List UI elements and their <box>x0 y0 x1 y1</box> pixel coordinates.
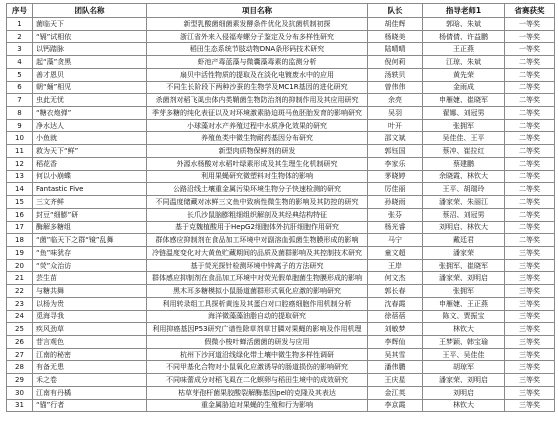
cell-project-name: 新型乳酸菌细菌素发酵条件优化及抗菌机制初探 <box>147 18 368 31</box>
cell-project-name: 公路沿线土壤重金属污染环境生物分子快速检测的研究 <box>147 183 368 196</box>
table-row <box>7 56 555 69</box>
cell-project-name: 利用转录组工具探析黄连及其蛋白对口腔癌细胞作用机制分析 <box>147 297 368 310</box>
cell-award: 二等奖 <box>505 56 555 69</box>
cell-advisor: 郭晗、朱斌 <box>423 18 505 31</box>
cell-index: 27 <box>7 348 33 361</box>
cell-project-name: 杀菌剂对稻飞虱虫体内类鞘菌生物防治剂的抑制作用及其应用研究 <box>147 94 368 107</box>
cell-advisor: 余晓霞、林钦大 <box>423 170 505 183</box>
cell-project-name: 浙江省外来入侵福寿螺分子鉴定及分布多样性研究 <box>147 30 368 43</box>
cell-team-leader: 王岸 <box>368 259 423 272</box>
cell-award: 二等奖 <box>505 221 555 234</box>
cell-award: 三等奖 <box>505 297 555 310</box>
cell-advisor: 江琼、朱斌 <box>423 56 505 69</box>
cell-team-name: 以钙踏脉 <box>33 43 147 56</box>
cell-advisor: 潘家荣 <box>423 246 505 259</box>
cell-advisor: 陈文、贾振宝 <box>423 310 505 323</box>
cell-team-name: 三文齐鲜 <box>33 196 147 209</box>
cell-team-name: 何以小崩蝶 <box>33 170 147 183</box>
cell-index: 16 <box>7 208 33 221</box>
cell-project-name: 新型肉质物保鲜剂的研发 <box>147 145 368 158</box>
cell-team-name: 虫此无忧 <box>33 94 147 107</box>
cell-advisor: 张拥军、崔晓军 <box>423 259 505 272</box>
cell-team-name: “糖衣炮弹” <box>33 107 147 120</box>
cell-index: 6 <box>7 81 33 94</box>
cell-project-name: 养殖鱼类中微生物耐药基因分布研究 <box>147 132 368 145</box>
cell-team-leader: 茅晓婷 <box>368 170 423 183</box>
table-row <box>7 297 555 310</box>
cell-team-name: “荧”众治访 <box>33 259 147 272</box>
cell-team-leader: 何文杰 <box>368 272 423 285</box>
cell-award: 二等奖 <box>505 208 555 221</box>
cell-advisor: 蔡沼、刘冠男 <box>423 208 505 221</box>
cell-project-name: 利用果蝇研究微塑料对生物体的影响 <box>147 170 368 183</box>
table-row <box>7 170 555 183</box>
cell-team-leader: 沈春霞 <box>368 297 423 310</box>
cell-team-leader: 邵文斌 <box>368 132 423 145</box>
cell-advisor: 王平、吴佳佳 <box>423 348 505 361</box>
cell-index: 3 <box>7 43 33 56</box>
cell-award: 三等奖 <box>505 272 555 285</box>
cell-advisor: 王平、胡瑞玲 <box>423 183 505 196</box>
table-row <box>7 183 555 196</box>
cell-team-name: 有备无患 <box>33 361 147 374</box>
table-row <box>7 43 555 56</box>
table-row <box>7 348 555 361</box>
cell-team-name: 以杨为贵 <box>33 297 147 310</box>
table-row <box>7 361 555 374</box>
cell-index: 8 <box>7 107 33 120</box>
cell-team-name: 救为天下“鲜” <box>33 145 147 158</box>
award-table <box>6 3 555 412</box>
cell-advisor: 戴廷君 <box>423 234 505 247</box>
cell-project-name: 基于克魏植酸用于HepG2细胞体外抗肝细胞作用研究 <box>147 221 368 234</box>
cell-index: 13 <box>7 170 33 183</box>
cell-project-name: 不同温度储藏对冰鲜三文鱼中致病性微生物的影响及其防控的研究 <box>147 196 368 209</box>
table-row <box>7 272 555 285</box>
table-row <box>7 285 555 298</box>
cell-team-leader: 胡佳辉 <box>368 18 423 31</box>
cell-team-leader: 吴羽 <box>368 107 423 120</box>
cell-team-leader: 杨光睿 <box>368 221 423 234</box>
cell-team-name: “菌”临天下之群“镜”乱舞 <box>33 234 147 247</box>
award-table-container <box>6 3 554 412</box>
table-row <box>7 221 555 234</box>
cell-award: 一等奖 <box>505 43 555 56</box>
cell-project-name: 重金属胁迫对果蝇的生殖和行为影响 <box>147 399 368 412</box>
cell-project-name: 不同味蕾成分对稻飞虱在二化螟卵与稻田生境中的成效研究 <box>147 374 368 387</box>
cell-award: 一等奖 <box>505 18 555 31</box>
cell-index: 9 <box>7 119 33 132</box>
cell-team-leader: 汤轶贝 <box>368 68 423 81</box>
cell-index: 20 <box>7 259 33 272</box>
cell-index: 17 <box>7 221 33 234</box>
cell-advisor: 潘家荣、刘明启 <box>423 272 505 285</box>
table-row <box>7 208 555 221</box>
cell-award: 三等奖 <box>505 310 555 323</box>
cell-team-leader: 倪何莉 <box>368 56 423 69</box>
cell-advisor: 潘家荣、刘明启 <box>423 374 505 387</box>
cell-advisor: 张拥军 <box>423 119 505 132</box>
cell-award: 二等奖 <box>505 157 555 170</box>
header-index: 序号 <box>7 4 33 18</box>
cell-index: 1 <box>7 18 33 31</box>
cell-team-name: “鱼”味犹存 <box>33 246 147 259</box>
cell-project-name: 小球藻对水产养殖过程中水质净化效果的研究 <box>147 119 368 132</box>
cell-team-leader: 孙晓雨 <box>368 196 423 209</box>
table-row <box>7 145 555 158</box>
cell-advisor: 刘明启 <box>423 386 505 399</box>
cell-team-name: “镉”试相依 <box>33 30 147 43</box>
table-row <box>7 386 555 399</box>
cell-index: 22 <box>7 285 33 298</box>
cell-team-leader: 刘敏梦 <box>368 323 423 336</box>
cell-team-name: 小鱼就 <box>33 132 147 145</box>
cell-project-name: 基于荧光探针检测环境中锌离子的方法研究 <box>147 259 368 272</box>
cell-award: 二等奖 <box>505 119 555 132</box>
cell-project-name: 扇贝中活性物质的提取及在淡化电镀废水中的应用 <box>147 68 368 81</box>
table-row <box>7 68 555 81</box>
cell-award: 二等奖 <box>505 81 555 94</box>
cell-team-leader: 徐蓓蓓 <box>368 310 423 323</box>
cell-team-leader: 金江英 <box>368 386 423 399</box>
table-row <box>7 30 555 43</box>
table-row <box>7 323 555 336</box>
cell-project-name: 假微小梭叶蝉活菌菌的研发与应用 <box>147 335 368 348</box>
cell-team-leader: 张芬 <box>368 208 423 221</box>
cell-project-name: 长爪沙鼠脑膨粗细组织解剖及其经典结构特征 <box>147 208 368 221</box>
cell-project-name: 枯草芽孢杆菌果胶酸裂解酶基因pel的克隆及其表达 <box>147 386 368 399</box>
table-row <box>7 18 555 31</box>
header-award: 省赛获奖 <box>505 4 555 18</box>
cell-award: 三等奖 <box>505 348 555 361</box>
cell-project-name: 黑木耳多糖模拟小鼠肠道菌群形式氧化应激的影响研究 <box>147 285 368 298</box>
cell-award: 三等奖 <box>505 246 555 259</box>
cell-award: 一等奖 <box>505 30 555 43</box>
cell-team-name: 江南的秘密 <box>33 348 147 361</box>
cell-team-leader: 郭长春 <box>368 285 423 298</box>
cell-team-leader: 叶开 <box>368 119 423 132</box>
cell-award: 三等奖 <box>505 285 555 298</box>
cell-index: 26 <box>7 335 33 348</box>
cell-team-name: 禾之卷 <box>33 374 147 387</box>
cell-team-name: 疾风劲草 <box>33 323 147 336</box>
cell-index: 7 <box>7 94 33 107</box>
header-advisor: 指导老师1 <box>423 4 505 18</box>
cell-award: 三等奖 <box>505 335 555 348</box>
table-row <box>7 81 555 94</box>
cell-index: 21 <box>7 272 33 285</box>
cell-team-name: 善才恩贝 <box>33 68 147 81</box>
table-row <box>7 399 555 412</box>
cell-award: 二等奖 <box>505 145 555 158</box>
cell-team-leader: 李辉仙 <box>368 335 423 348</box>
cell-team-leader: 李家乐 <box>368 157 423 170</box>
cell-advisor: 刘明启、林钦大 <box>423 221 505 234</box>
cell-index: 25 <box>7 323 33 336</box>
cell-project-name: 利用抑癌基因P53研究广谱性除草剂草甘膦对果蝇的影响及作用机理 <box>147 323 368 336</box>
table-row <box>7 196 555 209</box>
cell-award: 二等奖 <box>505 68 555 81</box>
cell-team-leader: 陆晴晴 <box>368 43 423 56</box>
table-row <box>7 246 555 259</box>
cell-index: 30 <box>7 386 33 399</box>
cell-team-leader: 厉佳丽 <box>368 183 423 196</box>
cell-index: 10 <box>7 132 33 145</box>
cell-team-leader: 杨晓美 <box>368 30 423 43</box>
cell-index: 29 <box>7 374 33 387</box>
cell-advisor: 申雁婕、王正燕 <box>423 297 505 310</box>
cell-advisor: 张拥军 <box>423 285 505 298</box>
cell-advisor: 林钦大 <box>423 399 505 412</box>
cell-index: 31 <box>7 399 33 412</box>
cell-team-leader: 吴其雪 <box>368 348 423 361</box>
cell-team-name: 封豆“细膨”研 <box>33 208 147 221</box>
cell-award: 二等奖 <box>505 94 555 107</box>
cell-team-name: 江南有丹橘 <box>33 386 147 399</box>
cell-team-leader: 潘伟鹏 <box>368 361 423 374</box>
cell-index: 2 <box>7 30 33 43</box>
cell-team-name: 朝“蛹”相见 <box>33 81 147 94</box>
cell-index: 15 <box>7 196 33 209</box>
cell-team-name: 芸生苗 <box>33 272 147 285</box>
table-row <box>7 310 555 323</box>
cell-team-name: 觅海寻我 <box>33 310 147 323</box>
cell-project-name: 不同甲基化合物对小鼠氧化应激诱导的肠道损伤的影响研究 <box>147 361 368 374</box>
table-row <box>7 374 555 387</box>
cell-advisor: 王梦颖、韩宝瑜 <box>423 335 505 348</box>
cell-award: 三等奖 <box>505 323 555 336</box>
cell-team-leader: 马宁 <box>368 234 423 247</box>
header-project-name: 项目名称 <box>147 4 368 18</box>
cell-award: 二等奖 <box>505 107 555 120</box>
cell-advisor: 申雁婕、崔晓军 <box>423 94 505 107</box>
cell-award: 三等奖 <box>505 259 555 272</box>
cell-advisor: 黄先荣 <box>423 68 505 81</box>
cell-team-name: 稻花香 <box>33 157 147 170</box>
cell-index: 14 <box>7 183 33 196</box>
cell-award: 二等奖 <box>505 196 555 209</box>
cell-index: 24 <box>7 310 33 323</box>
cell-project-name: 海洋微藻藻油脂自动的提取研究 <box>147 310 368 323</box>
cell-team-leader: 王庆星 <box>368 374 423 387</box>
cell-project-name: 群体感应抑制剂在食品加工环境中对荧光假单胞菌生物膜形成的影响 <box>147 272 368 285</box>
cell-team-name: 起“藻”贪黑 <box>33 56 147 69</box>
cell-index: 5 <box>7 68 33 81</box>
cell-index: 12 <box>7 157 33 170</box>
cell-team-name: 酶解多糖组 <box>33 221 147 234</box>
table-row <box>7 132 555 145</box>
cell-team-name: Fantastic Five <box>33 183 147 196</box>
cell-award: 三等奖 <box>505 361 555 374</box>
cell-team-name: 与糖共舞 <box>33 285 147 298</box>
cell-team-name: 苷言观色 <box>33 335 147 348</box>
cell-team-leader: 郭钰国 <box>368 145 423 158</box>
cell-team-leader: 余亮 <box>368 94 423 107</box>
cell-project-name: 外源水杨酸对水稻叶绿素形成及其生理生化机制研究 <box>147 157 368 170</box>
cell-award: 二等奖 <box>505 234 555 247</box>
cell-project-name: 杭州下沙河道沿线绿化带土壤中微生物多样性调研 <box>147 348 368 361</box>
cell-advisor: 王正燕 <box>423 43 505 56</box>
cell-index: 11 <box>7 145 33 158</box>
cell-award: 三等奖 <box>505 374 555 387</box>
cell-advisor: 吴佳佳、王平 <box>423 132 505 145</box>
cell-project-name: 群体感应抑制剂在食品加工环境中对副溶血弧菌生物膜形成的影响 <box>147 234 368 247</box>
table-row <box>7 259 555 272</box>
cell-team-name: “锚”行者 <box>33 399 147 412</box>
cell-project-name: 季芽多糖的纯化表征以及对环境激素胁迫斑马鱼胚胎发育的影响研究 <box>147 107 368 120</box>
table-row <box>7 107 555 120</box>
table-header-row <box>7 4 555 18</box>
cell-team-leader: 曾伟伟 <box>368 81 423 94</box>
header-team-name: 团队名称 <box>33 4 147 18</box>
cell-team-leader: 李京霞 <box>368 399 423 412</box>
cell-team-name: 净水达人 <box>33 119 147 132</box>
cell-advisor: 金雨成 <box>423 81 505 94</box>
cell-advisor: 潘家荣、朱丽江 <box>423 196 505 209</box>
table-row <box>7 119 555 132</box>
cell-advisor: 胡琼军 <box>423 361 505 374</box>
cell-award: 二等奖 <box>505 183 555 196</box>
cell-project-name: 不同生长阶段下两种沙蚕的生物学及MC1R基因的进化研究 <box>147 81 368 94</box>
cell-index: 18 <box>7 234 33 247</box>
cell-index: 28 <box>7 361 33 374</box>
cell-team-leader: 童文超 <box>368 246 423 259</box>
cell-advisor: 林钦大 <box>423 323 505 336</box>
cell-award: 二等奖 <box>505 132 555 145</box>
table-row <box>7 157 555 170</box>
table-row <box>7 234 555 247</box>
cell-index: 23 <box>7 297 33 310</box>
cell-award: 三等奖 <box>505 399 555 412</box>
table-row <box>7 335 555 348</box>
cell-advisor: 蔡建鹏 <box>423 157 505 170</box>
cell-advisor: 翟娜、刘冠男 <box>423 107 505 120</box>
cell-advisor: 杨倩倩、许益鹏 <box>423 30 505 43</box>
cell-award: 三等奖 <box>505 386 555 399</box>
cell-project-name: 冷链温度变化对大黄鱼贮藏期间的品质及菌群影响及其控制技术研究 <box>147 246 368 259</box>
cell-index: 19 <box>7 246 33 259</box>
table-body <box>7 18 555 412</box>
cell-index: 4 <box>7 56 33 69</box>
cell-project-name: 虾池产毒蓝藻与微囊藻毒素的监测分析 <box>147 56 368 69</box>
cell-advisor: 蔡冲、崔拉红 <box>423 145 505 158</box>
header-team-leader: 队长 <box>368 4 423 18</box>
cell-award: 二等奖 <box>505 170 555 183</box>
table-row <box>7 94 555 107</box>
cell-project-name: 稻田生态系统节肢动物DNA条形码技术研究 <box>147 43 368 56</box>
cell-team-name: 菌临天下 <box>33 18 147 31</box>
